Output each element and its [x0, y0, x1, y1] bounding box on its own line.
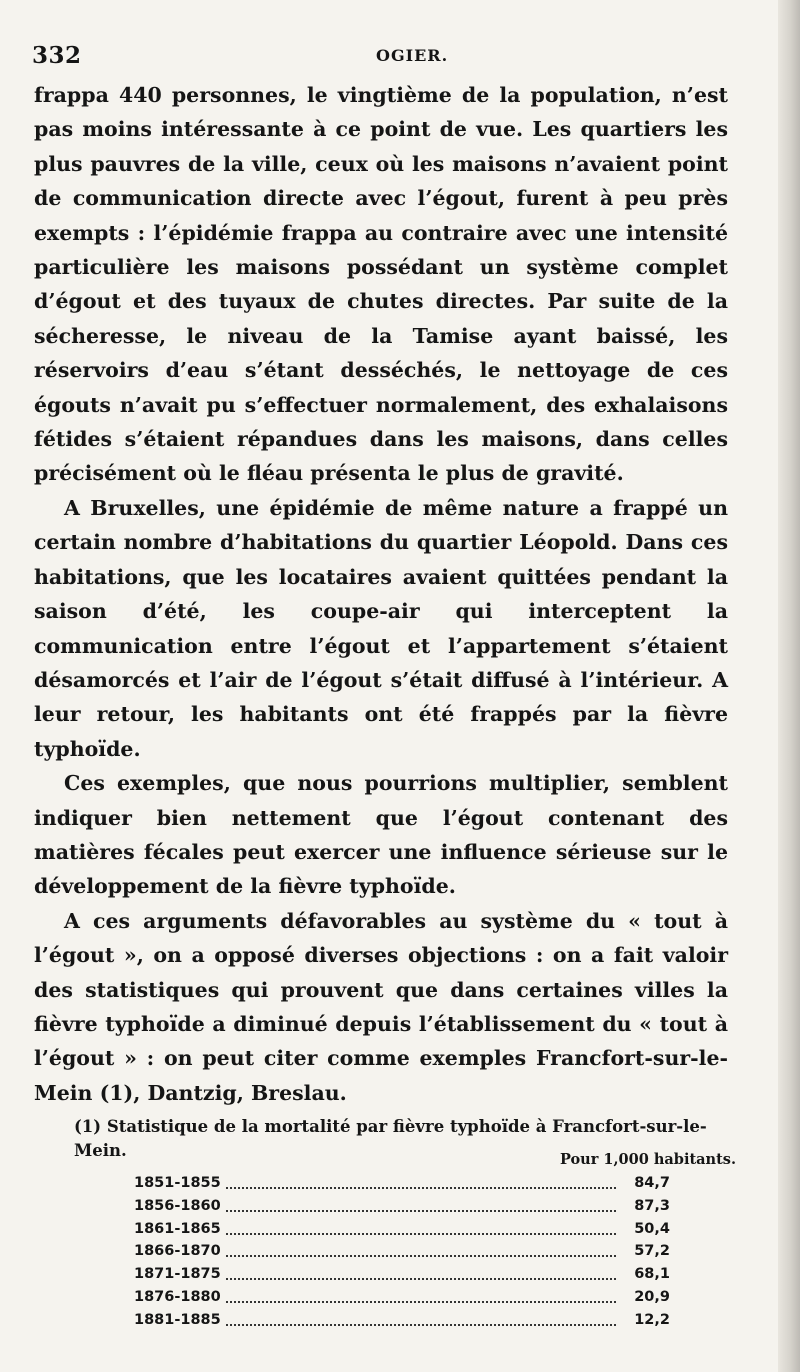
paragraph-4: A ces arguments défavorables au système du « tout à l’égout », on a opposé diverses objections : on a fait valoir des statistiques qui prouvent que dans certaines villes la fièvre typhoïde a diminué depuis l’établissement du « tout à l’égout » : on peut citer comme exemples Francfort-sur-le-Mein (1), Dantzig, Breslau. — [34, 908, 728, 1105]
paragraph-2: A Bruxelles, une épidémie de même nature a frappé un certain nombre d’habitations du quartier Léopold. Dans ces habitations, que les locataires avaient quittées pendant la saison d’été, les coupe-air qui interceptent la communication entre l’égout et l’appartement s’étaient désamorcés et l’air de l’égout s’était diffusé à l’intérieur. A leur retour, les habitants ont été frappés par la fièvre typhoïde. — [34, 495, 728, 761]
table-row — [134, 1263, 670, 1286]
table-row — [134, 1195, 670, 1218]
body-text — [34, 78, 728, 1110]
table-value: 84,7 — [622, 1172, 670, 1195]
table-row — [134, 1309, 670, 1332]
table-value: 87,3 — [622, 1195, 670, 1218]
table-row — [134, 1218, 670, 1241]
table-unit-label: Pour 1,000 habitants. — [560, 1151, 736, 1168]
paragraph-1: frappa 440 personnes, le vingtième de la population, n’est pas moins intéressante à ce point de vue. Les quartiers les plus pauvres de la ville, ceux où les maisons n’avaient point de communication directe avec l’égout, furent à peu près exempts : l’épidémie frappa au contraire avec une intensité particulière les maisons possédant un système complet d’égout et des tuyaux de chutes directes. Par suite de la sécheresse, le niveau de la Tamise ayant baissé, les réservoirs d’eau s’étant desséchés, le nettoyage de ces égouts n’avait pu s’effectuer normalement, des exhalaisons fétides s’étaient répandues dans les maisons, dans celles précisément où le fléau présenta le plus de gravité. — [34, 83, 728, 486]
mortality-table — [134, 1172, 670, 1332]
footnote-text: (1) Statistique de la mortalité par fièvre typhoïde à Francfort-sur-le-Mein. — [74, 1117, 707, 1160]
table-value: 57,2 — [622, 1240, 670, 1263]
table-period: 1881-1885 — [134, 1309, 225, 1332]
table-row — [134, 1172, 670, 1195]
page-spine-shadow — [778, 0, 800, 1372]
paragraph-3: Ces exemples, que nous pourrions multiplier, semblent indiquer bien nettement que l’égout contenant des matières fécales peut exercer une influence sérieuse sur le développement de la fièvre typhoïde. — [34, 771, 728, 899]
table-period: 1851-1855 — [134, 1172, 225, 1195]
table-value: 50,4 — [622, 1218, 670, 1241]
table-period: 1876-1880 — [134, 1286, 225, 1309]
page-number: 332 — [32, 42, 82, 69]
running-title: OGIER. — [376, 46, 449, 65]
table-row — [134, 1240, 670, 1263]
table-value: 12,2 — [622, 1309, 670, 1332]
table-period: 1871-1875 — [134, 1263, 225, 1286]
table-value: 20,9 — [622, 1286, 670, 1309]
table-row — [134, 1286, 670, 1309]
table-period: 1866-1870 — [134, 1240, 225, 1263]
table-value: 68,1 — [622, 1263, 670, 1286]
page-header — [32, 42, 722, 72]
table-period: 1861-1865 — [134, 1218, 225, 1241]
table-period: 1856-1860 — [134, 1195, 225, 1218]
